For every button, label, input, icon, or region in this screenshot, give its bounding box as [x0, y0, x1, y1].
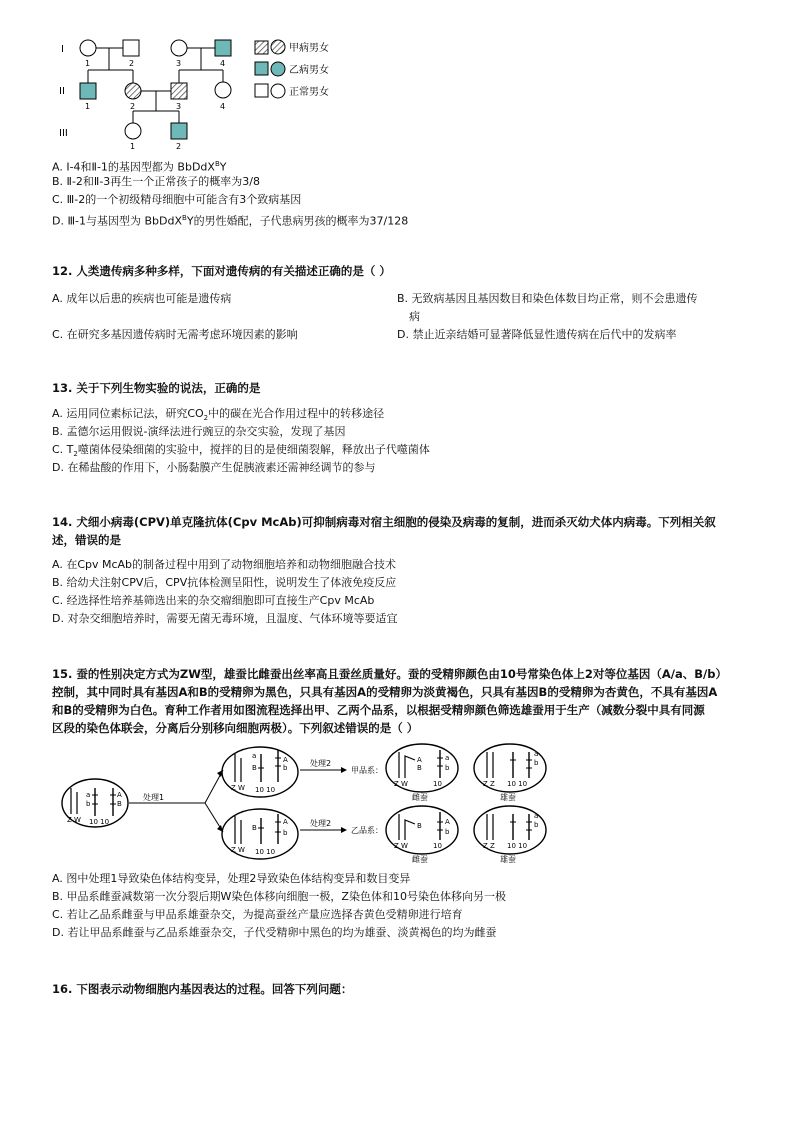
svg-text:3: 3 — [176, 102, 182, 111]
q13-stem: 13. 关于下列生物实验的说法，正确的是 — [52, 381, 261, 395]
svg-text:Z Z: Z Z — [483, 780, 495, 788]
svg-text:b: b — [534, 821, 539, 829]
svg-text:A: A — [283, 818, 288, 826]
svg-text:10 10: 10 10 — [255, 786, 276, 794]
q15-option-b[interactable]: B. 甲品系雌蚕减数第一次分裂后期W染色体移向细胞一极，Z染色体和10号染色体移向另一极 — [52, 890, 506, 903]
legend-jia-female-icon — [271, 40, 285, 54]
jia-female-label: 雌蚕 — [412, 793, 428, 802]
svg-text:B: B — [417, 764, 422, 772]
q15-stem-line2: 控制，其中同时具有基因A和B的受精卵为黑色，只具有基因A的受精卵为淡黄褐色，只具有基因B的受精卵为杏黄色，不具有基因A — [52, 685, 718, 699]
svg-text:A: A — [417, 756, 422, 764]
svg-text:10 10: 10 10 — [507, 842, 528, 850]
q11-option-d[interactable]: D. Ⅲ-1与基因型为 BbDdX$^B$Y的男性婚配，子代患病男孩的概率为37/128 — [52, 214, 409, 228]
pedigree-figure — [55, 35, 355, 155]
ped-I4-male-yi — [215, 40, 231, 56]
svg-text:1: 1 — [85, 102, 91, 111]
svg-text:B: B — [252, 764, 257, 772]
svg-text:b: b — [283, 829, 288, 837]
ped-II4-female — [215, 82, 231, 98]
svg-text:A: A — [283, 756, 288, 764]
svg-text:B: B — [252, 824, 257, 832]
q13-option-a[interactable]: A. 运用同位素标记法，研究$CO_2$中的碳在光合作用过程中的转移途径 — [52, 407, 385, 423]
ped-II1-male-yi — [80, 83, 96, 99]
svg-text:A: A — [445, 818, 450, 826]
svg-text:10: 10 — [433, 842, 442, 850]
svg-text:10 10: 10 10 — [89, 818, 110, 826]
ped-II3-male-jia — [171, 83, 187, 99]
q12-option-c[interactable]: C. 在研究多基因遗传病时无需考虑环境因素的影响 — [52, 328, 298, 341]
q14-option-a[interactable]: A. 在Cpv McAb的制备过程中用到了动物细胞培养和动物细胞融合技术 — [52, 558, 397, 571]
legend-yi-label: 乙病男女 — [289, 65, 329, 76]
q13-option-b[interactable]: B. 孟德尔运用假说-演绎法进行豌豆的杂交实验，发现了基因 — [52, 425, 346, 438]
ped-I3-female — [171, 40, 187, 56]
svg-text:2: 2 — [130, 102, 136, 111]
svg-text:b: b — [445, 828, 450, 836]
svg-text:Z W: Z W — [231, 846, 245, 854]
q14-stem-line2: 述，错误的是 — [52, 533, 121, 547]
q14-option-b[interactable]: B. 给幼犬注射CPV后，CPV抗体检测呈阳性，说明发生了体液免疫反应 — [52, 576, 397, 589]
q12-option-d[interactable]: D. 禁止近亲结婚可显著降低显性遗传病在后代中的发病率 — [397, 328, 677, 341]
svg-text:b: b — [86, 800, 91, 808]
jia-male-label: 雄蚕 — [500, 793, 516, 802]
ped-I1-female — [80, 40, 96, 56]
svg-text:1: 1 — [130, 142, 136, 151]
q15-stem-line4: 区段的染色体联会，分离后分别移向细胞两极）。下列叙述错误的是（ ） — [52, 721, 419, 735]
gen-label-2: II — [59, 86, 65, 97]
q16-stem: 16. 下图表示动物细胞内基因表达的过程。回答下列问题： — [52, 982, 353, 996]
svg-text:B: B — [417, 822, 422, 830]
q11-option-a[interactable]: A. I-4和Ⅱ-1的基因型都为 BbDdX$^B$Y — [52, 160, 227, 174]
svg-text:b: b — [534, 759, 539, 767]
svg-text:4: 4 — [220, 102, 226, 111]
ped-I2-male — [123, 40, 139, 56]
q12-option-a[interactable]: A. 成年以后患的疾病也可能是遗传病 — [52, 292, 232, 305]
q12-stem: 12. 人类遗传病多种多样，下面对遗传病的有关描述正确的是（ ） — [52, 264, 391, 278]
q15-option-d[interactable]: D. 若让甲品系雌蚕与乙品系雄蚕杂交，子代受精卵中黑色的均为雄蚕、淡黄褐色的均为雌蚕 — [52, 926, 497, 939]
svg-text:10 10: 10 10 — [507, 780, 528, 788]
q15-stem-line1: 15. 蚕的性别决定方式为ZW型，雄蚕比雌蚕出丝率高且蚕丝质量好。蚕的受精卵颜色由10号常染色体上2对等位基因（A/a、B/b） — [52, 667, 727, 681]
svg-text:A: A — [117, 791, 122, 799]
q12-option-b[interactable]: B. 无致病基因且基因数目和染色体数目均正常，则不会患遗传 — [397, 292, 698, 305]
treat1-label: 处理1 — [143, 793, 165, 802]
svg-text:2: 2 — [176, 142, 182, 151]
svg-text:a: a — [534, 750, 539, 758]
svg-text:Z W: Z W — [231, 784, 245, 792]
yi-female-label: 雌蚕 — [412, 855, 428, 864]
legend-normal-label: 正常男女 — [289, 87, 329, 98]
svg-text:Z W: Z W — [394, 842, 408, 850]
treat2-label-lower: 处理2 — [310, 819, 332, 828]
svg-text:Z W: Z W — [67, 816, 81, 824]
svg-text:a: a — [86, 791, 91, 799]
ped-III2-male-yi — [171, 123, 187, 139]
ped-II2-female-jia — [125, 83, 141, 99]
legend-normal-female-icon — [271, 84, 285, 98]
legend-jia-label: 甲病男女 — [289, 43, 329, 54]
q12-option-b-cont: 病 — [409, 310, 420, 323]
svg-text:1: 1 — [85, 59, 91, 68]
svg-text:B: B — [117, 800, 122, 808]
svg-text:Z W: Z W — [394, 780, 408, 788]
svg-text:b: b — [445, 764, 450, 772]
q13-option-d[interactable]: D. 在稀盐酸的作用下，小肠黏膜产生促胰液素还需神经调节的参与 — [52, 461, 376, 474]
legend-jia-male-icon — [255, 41, 268, 54]
svg-text:b: b — [283, 764, 288, 772]
svg-text:10: 10 — [433, 780, 442, 788]
svg-text:4: 4 — [220, 59, 226, 68]
q15-option-a[interactable]: A. 图中处理1导致染色体结构变异，处理2导致染色体结构变异和数目变异 — [52, 872, 411, 885]
yi-male-label: 雄蚕 — [500, 855, 516, 864]
q15-figure — [55, 740, 555, 868]
q11-option-c[interactable]: C. Ⅲ-2的一个初级精母细胞中可能含有3个致病基因 — [52, 193, 302, 206]
svg-text:10 10: 10 10 — [255, 848, 276, 856]
gen-label-3: III — [59, 128, 68, 139]
jia-strain-label: 甲品系： — [351, 766, 383, 775]
svg-text:Z Z: Z Z — [483, 842, 495, 850]
q14-option-c[interactable]: C. 经选择性培养基筛选出来的杂交瘤细胞即可直接生产Cpv McAb — [52, 594, 375, 607]
legend-normal-male-icon — [255, 84, 268, 97]
treat2-label-upper: 处理2 — [310, 759, 332, 768]
q14-stem-line1: 14. 犬细小病毒(CPV)单克隆抗体(Cpv McAb)可抑制病毒对宿主细胞的侵染及病毒的复制，进而杀灭幼犬体内病毒。下列相关叙 — [52, 515, 716, 529]
svg-text:a: a — [252, 752, 257, 760]
legend-yi-male-icon — [255, 62, 268, 75]
q13-option-c[interactable]: C. $T_2$噬菌体侵染细菌的实验中，搅拌的目的是使细菌裂解，释放出子代噬菌体 — [52, 443, 430, 459]
q15-option-c[interactable]: C. 若让乙品系雌蚕与甲品系雄蚕杂交，为提高蚕丝产量应选择杏黄色受精卵进行培育 — [52, 908, 463, 921]
q11-option-b[interactable]: B. Ⅱ-2和Ⅱ-3再生一个正常孩子的概率为3/8 — [52, 175, 261, 188]
q14-option-d[interactable]: D. 对杂交细胞培养时，需要无菌无毒环境，且温度、气体环境等要适宜 — [52, 612, 398, 625]
svg-text:2: 2 — [129, 59, 135, 68]
svg-text:3: 3 — [176, 59, 182, 68]
legend-yi-female-icon — [271, 62, 285, 76]
ped-III1-female — [125, 123, 141, 139]
svg-text:a: a — [534, 812, 539, 820]
q15-stem-line3: 和B的受精卵为白色。育种工作者用如图流程选择出甲、乙两个品系，以根据受精卵颜色筛选雄蚕用于生产（减数分裂中具有同源 — [52, 703, 705, 717]
gen-label-1: I — [61, 44, 64, 55]
svg-text:a: a — [445, 754, 450, 762]
yi-strain-label: 乙品系： — [351, 826, 383, 835]
